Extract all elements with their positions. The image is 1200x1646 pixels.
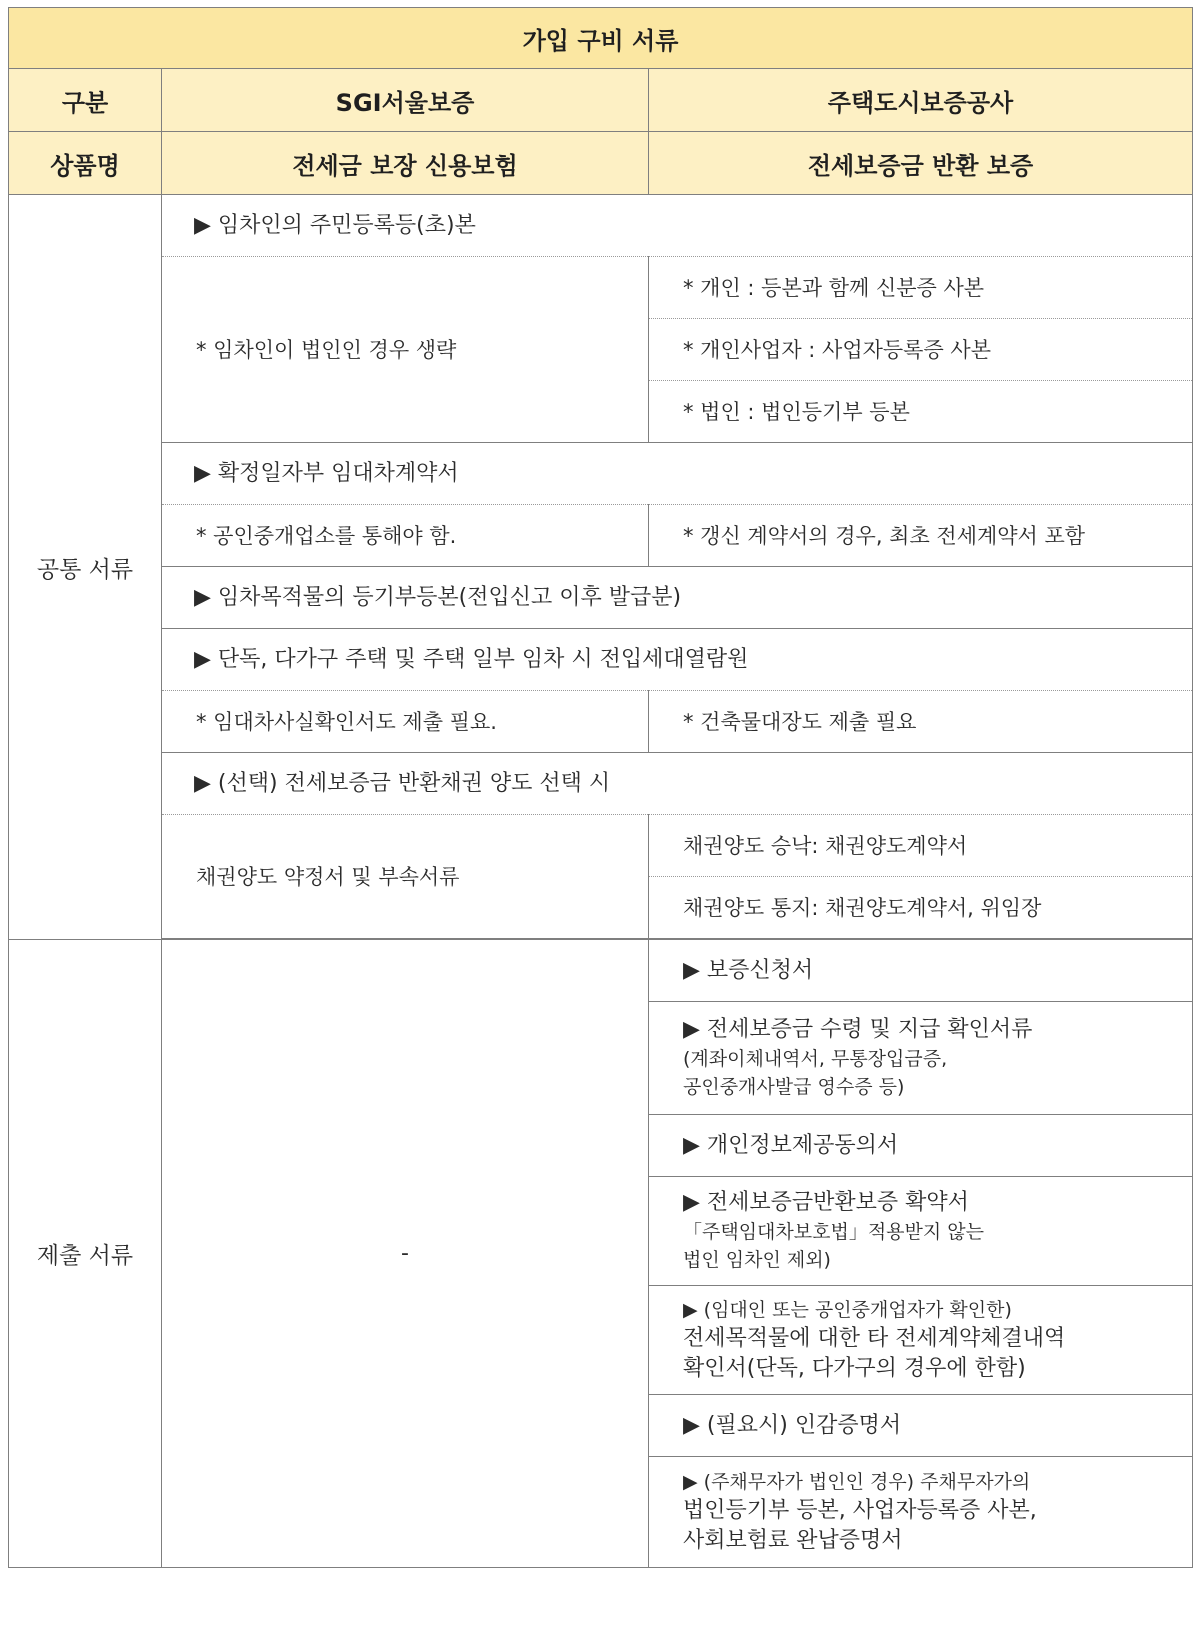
contract-sgi-note: * 공인중개업소를 통해야 함. (162, 505, 649, 567)
lease-contract-item: ▶ 확정일자부 임대차계약서 (162, 443, 1193, 505)
submit-item-sub: (계좌이체내역서, 무통장입금증, (683, 1048, 948, 1070)
resident-hug-note-business: * 개인사업자 : 사업자등록증 사본 (649, 319, 1193, 381)
product-hug: 전세보증금 반환 보증 (649, 132, 1193, 195)
resident-sgi-note: * 임차인이 법인인 경우 생략 (162, 257, 649, 443)
header-category: 구분 (9, 69, 162, 132)
submit-sgi: - (162, 940, 649, 1568)
submit-item (649, 1177, 1193, 1286)
transfer-hug-notice: 채권양도 통지: 채권양도계약서, 위임장 (649, 877, 1193, 939)
submit-item-sub: 공인중개사발급 영수증 등) (683, 1076, 905, 1098)
table-title: 가입 구비 서류 (9, 8, 1193, 69)
submit-item-main: ▶ 전세보증금 수령 및 지급 확인서류 (683, 1017, 1033, 1042)
submit-item (649, 1002, 1193, 1115)
submit-item-sub: 법인 임차인 제외) (683, 1249, 831, 1271)
household-item: ▶ 단독, 다가구 주택 및 주택 일부 임차 시 전입세대열람원 (162, 629, 1193, 691)
submit-item: ▶ 개인정보제공동의서 (649, 1115, 1193, 1177)
transfer-sgi: 채권양도 약정서 및 부속서류 (162, 815, 649, 939)
submit-item-main: ▶ (임대인 또는 공인중개업자가 확인한) (683, 1299, 1012, 1321)
required-documents-table (8, 7, 1193, 1568)
resident-registration-item: ▶ 임차인의 주민등록등(초)본 (162, 195, 1193, 257)
submit-item-main: ▶ 전세보증금반환보증 확약서 (683, 1190, 969, 1215)
submit-item-main: ▶ (주채무자가 법인인 경우) 주채무자가의 (683, 1471, 1031, 1493)
resident-hug-note-individual: * 개인 : 등본과 함께 신분증 사본 (649, 257, 1193, 319)
submit-item-sub: 사회보험료 완납증명서 (683, 1528, 903, 1553)
submit-item-sub: 확인서(단독, 다가구의 경우에 한함) (683, 1356, 1026, 1381)
header-sgi: SGI서울보증 (162, 69, 649, 132)
transfer-hug-consent: 채권양도 승낙: 채권양도계약서 (649, 815, 1193, 877)
resident-hug-note-corporate: * 법인 : 법인등기부 등본 (649, 381, 1193, 443)
contract-hug-note: * 갱신 계약서의 경우, 최초 전세계약서 포함 (649, 505, 1193, 567)
submit-item-sub: 「주택임대차보호법」적용받지 않는 (683, 1221, 984, 1243)
submit-item-sub: 전세목적물에 대한 타 전세계약체결내역 (683, 1326, 1066, 1351)
submit-item-sub: 법인등기부 등본, 사업자등록증 사본, (683, 1498, 1037, 1523)
submit-item: ▶ 보증신청서 (649, 940, 1193, 1002)
product-label: 상품명 (9, 132, 162, 195)
household-hug-note: * 건축물대장도 제출 필요 (649, 691, 1193, 753)
household-sgi-note: * 임대차사실확인서도 제출 필요. (162, 691, 649, 753)
submit-item: ▶ (필요시) 인감증명서 (649, 1395, 1193, 1457)
product-sgi: 전세금 보장 신용보험 (162, 132, 649, 195)
submit-item (649, 1457, 1193, 1568)
common-docs-label: 공통 서류 (9, 195, 162, 940)
header-hug: 주택도시보증공사 (649, 69, 1193, 132)
submit-docs-label: 제출 서류 (9, 940, 162, 1568)
transfer-item: ▶ (선택) 전세보증금 반환채권 양도 선택 시 (162, 753, 1193, 815)
submit-item (649, 1286, 1193, 1395)
registry-item: ▶ 임차목적물의 등기부등본(전입신고 이후 발급분) (162, 567, 1193, 629)
